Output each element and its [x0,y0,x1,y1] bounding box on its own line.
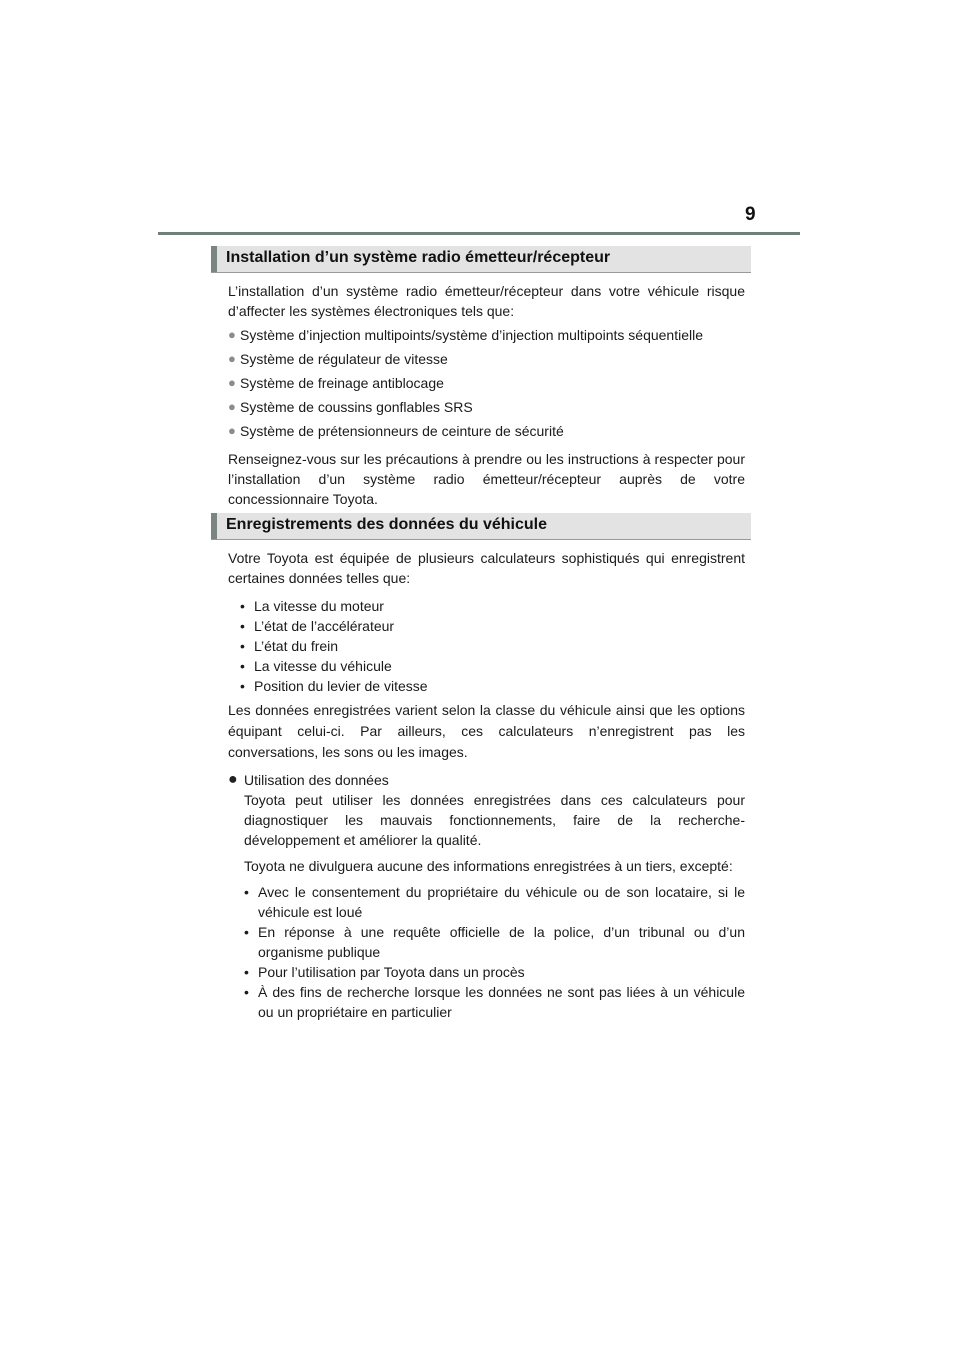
note-paragraph: Les données enregistrées varient selon la classe du véhicule ainsi que les options équipant celui-ci. Par ailleurs, ces calculateurs n’enregistrent pas les conversations, les sons ou les images. [228,702,745,760]
section-header-data [211,513,751,540]
intro-paragraph: L’installation d’un système radio émetteur/récepteur dans votre véhicule risque d’affecter les systèmes électroniques tels que: [228,283,745,319]
bullet-icon: ● [228,327,236,342]
section-body-radio [228,281,745,509]
bullet-icon: ● [228,771,238,788]
list-item: • Pour l’utilisation par Toyota dans un procès [244,964,525,980]
bullet-icon: ● [228,399,236,414]
list-item: ● Système de régulateur de vitesse [228,349,745,373]
section-marker [211,513,217,539]
section-header-radio [211,246,751,273]
disclosure-paragraph: Toyota ne divulguera aucune des informations enregistrées à un tiers, excepté: [244,858,733,874]
page-number: 9 [745,204,756,225]
list-item: • L’état de l’accélérateur [240,618,395,634]
list-item: ● Système de prétensionneurs de ceinture de sécurité [228,421,745,445]
usage-title: Utilisation des données [244,772,389,788]
list-item: ● Système de coussins gonflables SRS [228,397,745,421]
section-title: Installation d’un système radio émetteur/récepteur [226,249,611,266]
section-title: Enregistrements des données du véhicule [226,516,547,533]
exceptions-list [244,882,745,1022]
list-item: ● Système de freinage antiblocage [228,373,745,397]
outro-paragraph: Renseignez-vous sur les précautions à prendre ou les instructions à respecter pour l’installation d’un système radio émetteur/récepteur auprès de votre concessionnaire Toyota. [228,451,745,507]
list-item: • Position du levier de vitesse [240,678,428,694]
recorded-data-list [228,596,745,696]
list-item: • La vitesse du moteur [240,598,384,614]
intro-paragraph: Votre Toyota est équipée de plusieurs calculateurs sophistiqués qui enregistrent certaines données telles que: [228,550,745,586]
bullet-icon: ● [228,423,236,438]
usage-block [228,770,745,1022]
section-body-data [228,548,745,1022]
list-item: • En réponse à une requête officielle de la police, d’un tribunal ou d’un organisme publique [244,924,745,960]
list-item: ● Système d’injection multipoints/système d’injection multipoints séquentielle [228,325,745,349]
list-item: • L’état du frein [240,638,339,654]
bullet-icon: ● [228,351,236,366]
usage-paragraph: Toyota peut utiliser les données enregistrées dans ces calculateurs pour diagnostiquer les mauvais fonctionnements, faire de la recherche-développement et améliorer la qualité. [244,792,745,848]
list-item: • La vitesse du véhicule [240,658,392,674]
list-item: • Avec le consentement du propriétaire du véhicule ou de son locataire, si le véhicule est loué [244,884,745,920]
bullet-icon: ● [228,375,236,390]
header-rule [158,232,800,235]
section-marker [211,246,217,272]
list-item: • À des fins de recherche lorsque les données ne sont pas liées à un véhicule ou un propriétaire en particulier [244,984,745,1020]
